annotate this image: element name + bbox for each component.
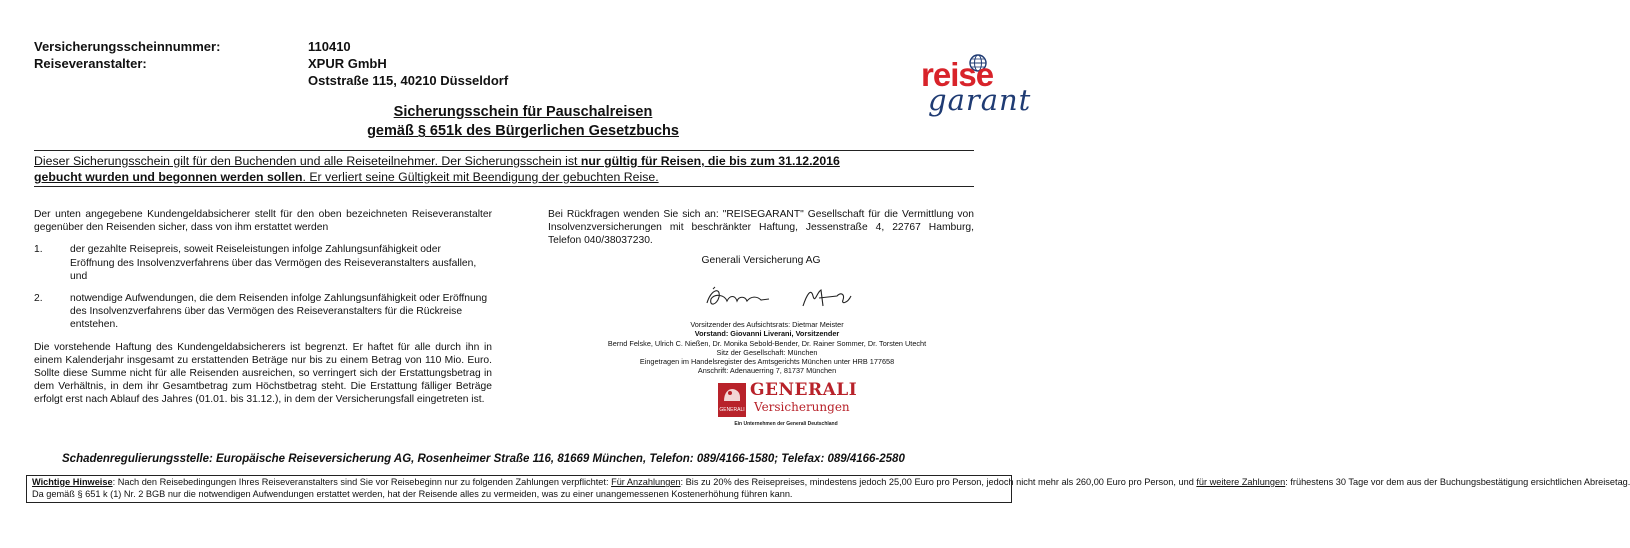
intro-text-1: Dieser Sicherungsschein gilt für den Buchenden und alle Reiseteilnehmer. Der Sicherungsschein ist bbox=[34, 154, 581, 168]
trade-register: Eingetragen im Handelsregister des Amtsgerichts München unter HRB 177658 bbox=[639, 357, 895, 367]
intro-validity-condition: gebucht wurden und begonnen werden sollen bbox=[34, 170, 303, 184]
notice-label: Wichtige Hinweise bbox=[32, 477, 113, 487]
notice-further-payments: für weitere Zahlungen bbox=[1196, 477, 1286, 487]
logo-word-garant: garant bbox=[928, 83, 1032, 117]
signature-chairman bbox=[703, 283, 773, 317]
list-item-number: 2. bbox=[34, 293, 43, 305]
policy-number-label: Versicherungsscheinnummer: bbox=[34, 39, 221, 54]
generali-subtitle: Versicherungen bbox=[754, 400, 850, 414]
generali-wordmark: GENERALI bbox=[750, 380, 858, 400]
document-title: Sicherungsschein für Pauschalreisen bbox=[393, 104, 653, 120]
intro-bottom-rule bbox=[34, 186, 974, 187]
board-members: Bernd Felske, Ulrich C. Nießen, Dr. Monika Sebold-Bender, Dr. Rainer Sommer, Dr. Torsten Utecht bbox=[607, 338, 927, 348]
list-item-text: notwendige Aufwendungen, die dem Reisenden infolge Zahlungsunfähigkeit oder Eröffnung des Insolvenzverfahrens über das Vermögen des Reiseveranstalters für die Rückreise entstehen. bbox=[70, 293, 488, 331]
notice-deposit: Für Anzahlungen bbox=[611, 477, 681, 487]
notice-line-1: Wichtige Hinweise: Nach den Reisebedingungen Ihres Reiseveranstalters sind Sie vor Reisebeginn nur zu folgenden Zahlungen verpflichtet: Für Anzahlungen: Bis zu 20% des Reisepreises, mindestens jedoch 25,00 Euro pro Person, jedoch nicht mehr als 260,00 Euro pro Person, und für weitere Zahlungen: frühestens 30 Tage vor dem aus der Buchungsbestätigung ersichtlichen Abreisetag. bbox=[32, 477, 1630, 487]
company-address: Anschrift: Adenauerring 7, 81737 München bbox=[697, 366, 837, 376]
liability-limit-text: Die vorstehende Haftung des Kundengeldabsicherers ist begrenzt. Er haftet für alle durch ihn in einem Kalenderjahr insgesamt zu erstattenden Beträge nur bis zu einem Betrag von 110 Mio. Euro. Sollte diese Summe nicht für alle Reisenden ausreichen, so verringert sich der Erstattungsbetrag in dem Verhältnis, in dem ihr Gesamtbetrag zum Höchstbetrag steht. Die Erstattung fälliger Beträge erfolgt erst nach Ablauf des Jahres (01.01. bis 31.12.), in dem der Versicherungsfall eingetreten ist. bbox=[34, 341, 492, 406]
contact-text: Bei Rückfragen wenden Sie sich an: "REISEGARANT" Gesellschaft für die Vermittlung von Insolvenzversicherungen mit beschränkter Haftung, Jessenstraße 4, 22767 Hamburg, Telefon 040/38037230. bbox=[548, 209, 974, 247]
list-item-text: der gezahlte Reisepreis, soweit Reiseleistungen infolge Zahlungsunfähigkeit oder Eröffnung des Insolvenzverfahrens über das Vermögen des Reiseveranstalters ausfallen, und bbox=[70, 244, 477, 282]
notice-line-2: Da gemäß § 651 k (1) Nr. 2 BGB nur die notwendigen Aufwendungen erstattet werden, hat der Reisende alles zu vermeiden, was zu einer unangemessenen Kostenerhöhung führen kann. bbox=[32, 488, 793, 499]
board-info bbox=[587, 320, 947, 376]
signature-executive bbox=[797, 284, 857, 318]
generali-badge: GENERALI bbox=[718, 383, 746, 417]
generali-tagline: Ein Unternehmen der Generali Deutschland bbox=[734, 421, 838, 427]
list-item-number: 1. bbox=[34, 244, 43, 256]
lion-icon bbox=[718, 383, 746, 405]
list-item bbox=[34, 243, 492, 283]
tour-operator-label: Reiseveranstalter: bbox=[34, 56, 147, 71]
tour-operator-name: XPUR GmbH bbox=[308, 56, 387, 71]
logo-word-reise: reise bbox=[921, 56, 994, 93]
document-subtitle: gemäß § 651k des Bürgerlichen Gesetzbuchs bbox=[367, 123, 679, 139]
board-chair: Vorsitzender des Aufsichtsrats: Dietmar Meister bbox=[690, 320, 844, 329]
policy-number-value: 110410 bbox=[308, 39, 351, 54]
reisegarant-logo bbox=[916, 54, 1032, 124]
generali-logo bbox=[718, 380, 858, 429]
left-column bbox=[34, 208, 492, 407]
intro-top-rule bbox=[34, 150, 974, 151]
company-seat: Sitz der Gesellschaft: München bbox=[716, 347, 818, 357]
list-item bbox=[34, 292, 492, 332]
important-notice-box bbox=[26, 475, 1630, 503]
intro-statement bbox=[34, 153, 974, 185]
guarantee-intro: Der unten angegebene Kundengeldabsicherer stellt für den oben bezeichneten Reiseveranstalter gegenüber den Reisenden sicher, dass von ihm erstattet werden bbox=[34, 209, 492, 234]
executive-board: Vorstand: Giovanni Liverani, Vorsitzender bbox=[694, 329, 840, 339]
intro-text-2: . Er verliert seine Gültigkeit mit Beendigung der gebuchten Reise. bbox=[302, 170, 659, 184]
tour-operator-address: Oststraße 115, 40210 Düsseldorf bbox=[308, 73, 509, 88]
claims-office-line: Schadenregulierungsstelle: Europäische Reiseversicherung AG, Rosenheimer Straße 116, 81669 München, Telefon: 089/4166-1580; Telefax: 089/4166-2580 bbox=[62, 453, 905, 465]
intro-validity-date: nur gültig für Reisen, die bis zum 31.12.2016 bbox=[580, 154, 840, 168]
insurer-name: Generali Versicherung AG bbox=[701, 255, 821, 266]
